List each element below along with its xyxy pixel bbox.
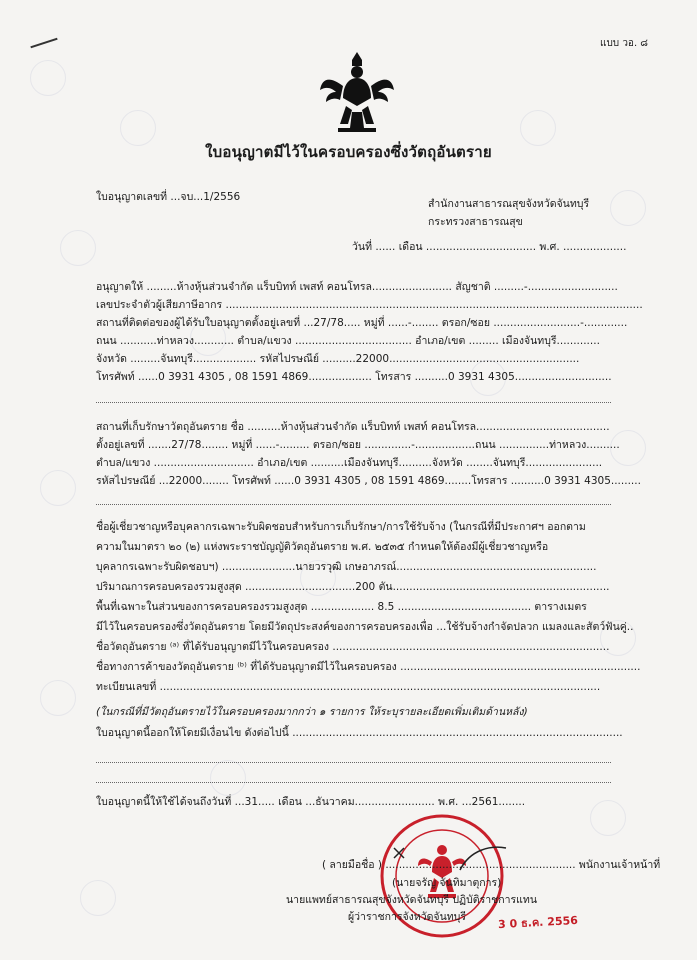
max-area: พื้นที่เฉพาะในส่วนของการครอบครองรวมสูงสุด ................... 8.5 ........................................ ตารางเมตร (96, 601, 587, 613)
issue-date: วันที่ ...... เดือน ................................. พ.ศ. ................... (352, 241, 627, 253)
contact-address: สถานที่ติดต่อของผู้ได้รับใบอนุญาตตั้งอยู่เลขที่ ...27/78..... หมู่ที่ ......-........ ตรอก/ซอย ..........................-............. (96, 317, 628, 329)
expert-name: บุคลากรเฉพาะรับผิดชอบฯ) ......................นายวรวุฒิ เกษอาภรณ์............................................................ (96, 561, 597, 573)
blank-line (96, 402, 611, 403)
watermark-seal (610, 190, 646, 226)
storage-address: ตั้งอยู่เลขที่ .......27/78........ หมู่ที่ ......-......... ตรอก/ซอย ..............-..................ถนน ...............ท่าหลวง.......... (96, 439, 620, 451)
registration-no: ทะเบียนเลขที่ .................................................................................................................................... (96, 681, 601, 693)
garuda-emblem-icon (318, 50, 396, 134)
tax-id: เลขประจำตัวผู้เสียภาษีอากร ............................................................................................................................. (96, 299, 643, 311)
substance-name: ชื่อวัตถุอันตราย ⁽ᵃ⁾ ที่ได้รับอนุญาตมีไว้ในครอบครอง ................................................................................... (96, 641, 610, 653)
max-quantity: ปริมาณการครอบครองรวมสูงสุด .................................200 ตัน................................................................. (96, 581, 610, 593)
date-stamp: 3 0 ธ.ค. 2556 (497, 913, 579, 932)
phone-fax: โทรศัพท์ ......0 3931 4305 , 08 1591 4869................... โทรสาร ..........0 3931 4305............................. (96, 371, 612, 383)
valid-until: ใบอนุญาตนี้ให้ใช้ได้จนถึงวันที่ ...31..... เดือน ...ธันวาคม........................ พ.ศ. ...2561........ (96, 796, 526, 808)
note: (ในกรณีที่มีวัตถุอันตรายไว้ในครอบครองมากกว่า ๑ รายการ ให้ระบุรายละเอียดเพิ่มเติมด้านหลัง) (96, 706, 528, 718)
signatory-title: ผู้ว่าราชการจังหวัดจันทบุรี (348, 911, 466, 923)
document-title: ใบอนุญาตมีไว้ในครอบครองซึ่งวัตถุอันตราย (205, 143, 492, 161)
form-code: แบบ วอ. ๘ (600, 38, 649, 49)
license-number: ใบอนุญาตเลขที่ ...จบ...1/2556 (96, 191, 241, 203)
licensee: อนุญาตให้ .........ห้างหุ้นส่วนจำกัด แร็บบิทท์ เพสท์ คอนโทรล........................ สัญชาติ .........-........................... (96, 281, 618, 293)
blank-line (96, 782, 611, 783)
expert-paragraph: ชื่อผู้เชี่ยวชาญหรือบุคลากรเฉพาะรับผิดชอบสำหรับการเก็บรักษา/การใช้รับจ้าง (ในกรณีที่มีประกาศฯ ออกตาม (96, 521, 586, 533)
conditions: ใบอนุญาตนี้ออกให้โดยมีเงื่อนไข ดังต่อไปนี้ ................................................................................................... (96, 727, 623, 739)
storage-district: ตำบล/แขวง .............................. อำเภอ/เขต ..........เมืองจันทบุรี..........จังหวัด ........จันทบุรี....................... (96, 457, 603, 469)
expert-paragraph: ความในมาตรา ๒๐ (๒) แห่งพระราชบัญญัติวัตถุอันตราย พ.ศ. ๒๕๓๕ กำหนดให้ต้องมีผู้เชี่ยวชาญหรือ (96, 541, 549, 553)
storage-contact: รหัสไปรษณีย์ ...22000........ โทรศัพท์ ......0 3931 4305 , 08 1591 4869........โทรสาร ..........0 3931 4305......... (96, 475, 641, 487)
watermark-seal (80, 880, 116, 916)
signatory-name: (นายจรัญ จันทิมาตุการ) (392, 877, 502, 889)
ministry: กระทรวงสาธารณสุข (428, 216, 523, 228)
signature-line: ( ลายมือชื่อ ) ......................................................... พนักงานเจ้าหน้าที่ (322, 859, 661, 871)
watermark-seal (30, 60, 66, 96)
watermark-seal (40, 680, 76, 716)
blank-line (96, 504, 611, 505)
province-postcode: จังหวัด .........จันทบุรี................... รหัสไปรษณีย์ ..........22000......................................................... (96, 353, 580, 365)
signatory-title: นายแพทย์สาธารณสุขจังหวัดจันทบุรี ปฏิบัติราชการแทน (286, 894, 537, 906)
trade-name: ชื่อทางการค้าของวัตถุอันตราย ⁽ᵇ⁾ ที่ได้รับอนุญาตมีไว้ในครอบครอง ........................................................................ (96, 661, 641, 673)
watermark-seal (210, 760, 246, 796)
issuing-office: สำนักงานสาธารณสุขจังหวัดจันทบุรี (428, 198, 590, 210)
watermark-seal (60, 230, 96, 266)
storage-name: สถานที่เก็บรักษาวัตถุอันตราย ชื่อ ..........ห้างหุ้นส่วนจำกัด แร็บบิทท์ เพสท์ คอนโทรล........................................ (96, 421, 610, 433)
road-subdistrict: ถนน ...........ท่าหลวง............ ตำบล/แขวง ................................... อำเภอ/เขต ......... เมืองจันทบุรี............. (96, 335, 600, 347)
purpose: มีไว้ในครอบครองซึ่งวัตถุอันตราย โดยมีวัตถุประสงค์ของการครอบครองเพื่อ ...ใช้รับจ้างกำจัดปลวก แมลงและสัตว์ฟันคู่.. (96, 621, 634, 633)
blank-line (96, 762, 611, 763)
pen-mark (30, 38, 57, 49)
watermark-seal (590, 800, 626, 836)
watermark-seal (40, 470, 76, 506)
